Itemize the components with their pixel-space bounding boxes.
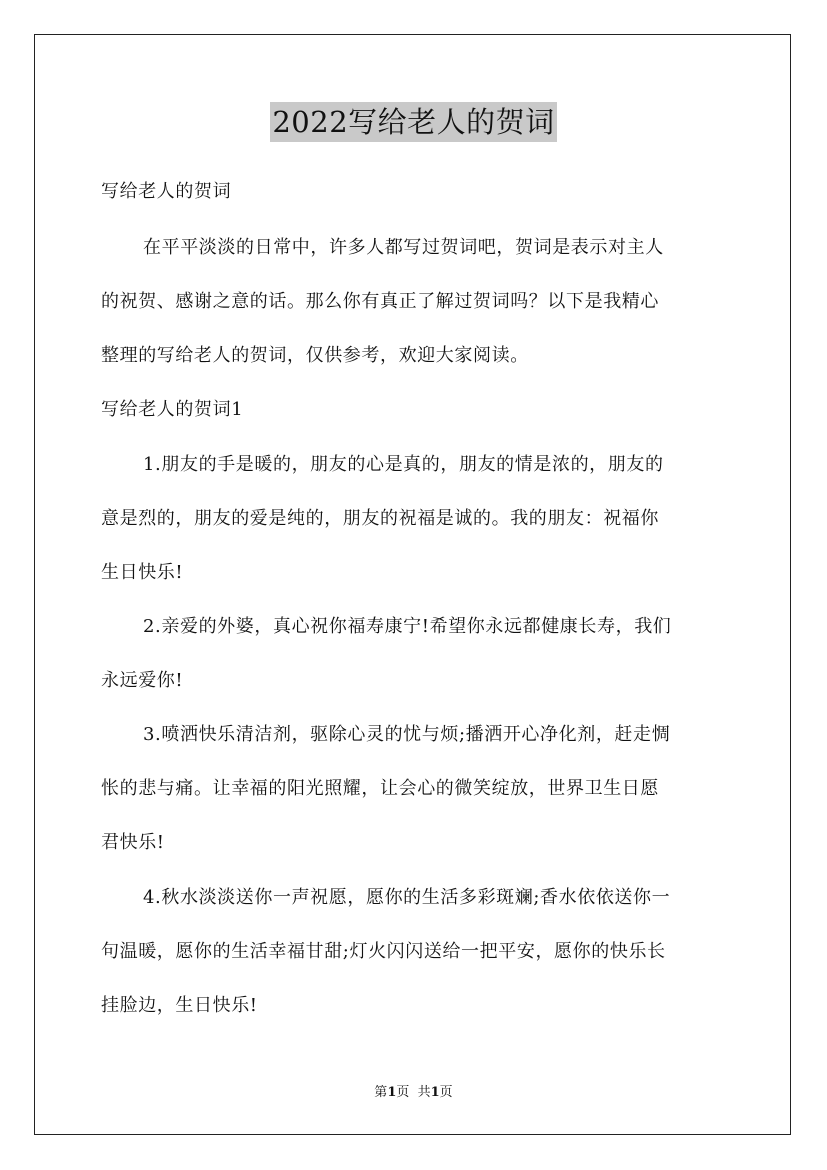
paragraph-line: 意是烈的，朋友的爱是纯的，朋友的祝福是诚的。我的朋友：祝福你: [101, 508, 659, 529]
paragraph-line: 永远爱你!: [101, 670, 184, 691]
section-heading: 写给老人的贺词: [101, 181, 232, 202]
page-prefix: 第: [374, 1085, 388, 1100]
paragraph-line: 句温暖，愿你的生活幸福甘甜;灯火闪闪送给一把平安，愿你的快乐长: [101, 941, 666, 962]
paragraph-line: 在平平淡淡的日常中，许多人都写过贺词吧，贺词是表示对主人: [143, 237, 664, 258]
title-container: [0, 102, 827, 142]
page-mid: 页 共: [396, 1085, 431, 1100]
paragraph-line: 1.朋友的手是暖的，朋友的心是真的，朋友的情是浓的，朋友的: [143, 454, 664, 475]
page-total: 1: [430, 1085, 440, 1100]
page-suffix: 页: [439, 1085, 453, 1100]
paragraph-line: 生日快乐!: [101, 562, 184, 583]
paragraph-line: 3.喷洒快乐清洁剂，驱除心灵的忧与烦;播洒开心净化剂，赶走惆: [143, 724, 671, 745]
section-heading: 写给老人的贺词1: [101, 399, 244, 420]
paragraph-line: 2.亲爱的外婆，真心祝你福寿康宁!希望你永远都健康长寿，我们: [143, 616, 672, 637]
page-current: 1: [387, 1085, 397, 1100]
paragraph-line: 怅的悲与痛。让幸福的阳光照耀，让会心的微笑绽放，世界卫生日愿: [101, 778, 659, 799]
paragraph-line: 整理的写给老人的贺词，仅供参考，欢迎大家阅读。: [101, 345, 529, 366]
paragraph-line: 挂脸边，生日快乐!: [101, 995, 258, 1016]
paragraph-line: 4.秋水淡淡送你一声祝愿，愿你的生活多彩斑斓;香水依依送你一: [143, 887, 671, 908]
page-footer: [0, 1084, 827, 1102]
document-title: 2022写给老人的贺词: [270, 102, 556, 142]
paragraph-line: 的祝贺、感谢之意的话。那么你有真正了解过贺词吗？以下是我精心: [101, 291, 659, 312]
paragraph-line: 君快乐!: [101, 832, 165, 853]
